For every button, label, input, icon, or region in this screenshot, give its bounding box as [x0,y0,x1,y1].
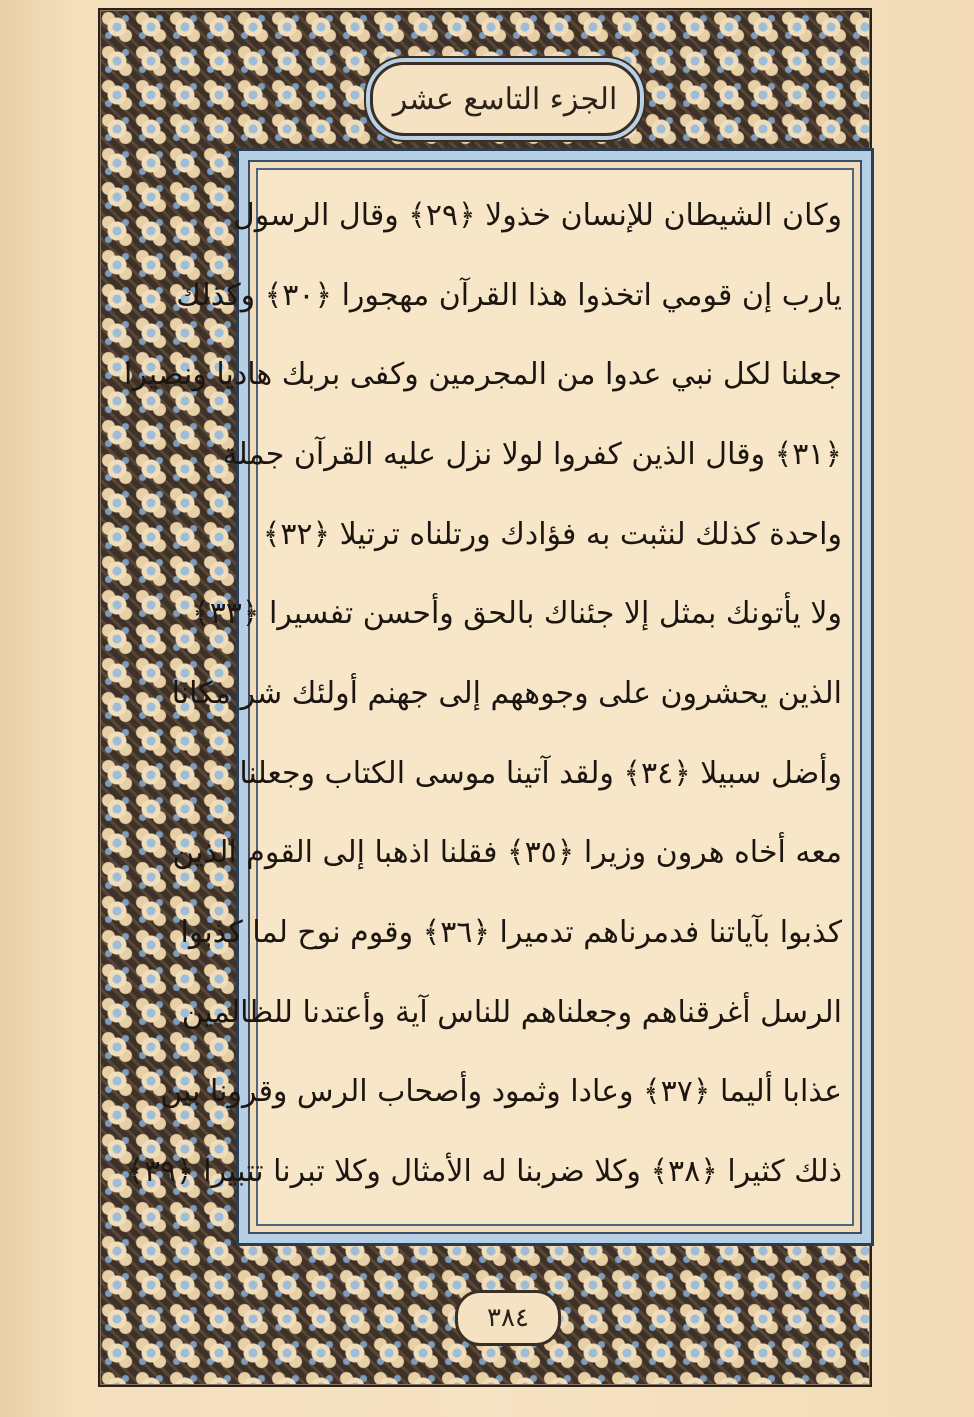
text-panel-inner [124,168,854,1226]
verse-line-7: الذين يحشرون على وجوههم إلى جهنم أولئك شر مكانا [171,675,842,711]
juz-header-cartouche [370,62,640,136]
verse-line-13: ذلك كثيرا ﴿٣٨﴾ وكلا ضربنا له الأمثال وكلا تبرنا تتبيرا ﴿٣٩﴾ [126,1153,842,1189]
verse-line-5: واحدة كذلك لنثبت به فؤادك ورتلناه ترتيلا ﴿٣٢﴾ [262,516,842,552]
page-number: ٣٨٤ [487,1303,529,1333]
verse-line-3: جعلنا لكل نبي عدوا من المجرمين وكفى بربك هاديا ونصيرا [124,357,842,393]
verse-line-4: ﴿٣١﴾ وقال الذين كفروا لولا نزل عليه القرآن جملة [222,436,842,472]
juz-title: الجزء التاسع عشر [392,81,618,117]
text-panel-border [124,160,862,1234]
verse-line-2: يارب إن قومي اتخذوا هذا القرآن مهجورا ﴿٣٠﴾ وكذلك [176,277,842,313]
verse-line-6: ولا يأتونك بمثل إلا جئناك بالحق وأحسن تفسيرا ﴿٣٣﴾ [192,596,842,632]
verse-line-12: عذابا أليما ﴿٣٧﴾ وعادا وثمود وأصحاب الرس وقرونا بين [160,1074,842,1110]
text-panel [124,148,874,1246]
verse-line-1: وكان الشيطان للإنسان خذولا ﴿٢٩﴾ وقال الرسول [232,198,842,233]
verse-line-11: الرسل أغرقناهم وجعلناهم للناس آية وأعتدنا للظالمين [181,994,842,1030]
page-number-medallion [455,1290,561,1346]
verse-line-8: وأضل سبيلا ﴿٣٤﴾ ولقد آتينا موسى الكتاب وجعلنا [239,755,842,791]
verse-line-10: كذبوا بآياتنا فدمرناهم تدميرا ﴿٣٦﴾ وقوم نوح لما كذبوا [180,914,842,950]
verse-line-9: معه أخاه هرون وزيرا ﴿٣٥﴾ فقلنا اذهبا إلى القوم الذين [172,835,842,871]
verse-lines [124,194,842,1194]
